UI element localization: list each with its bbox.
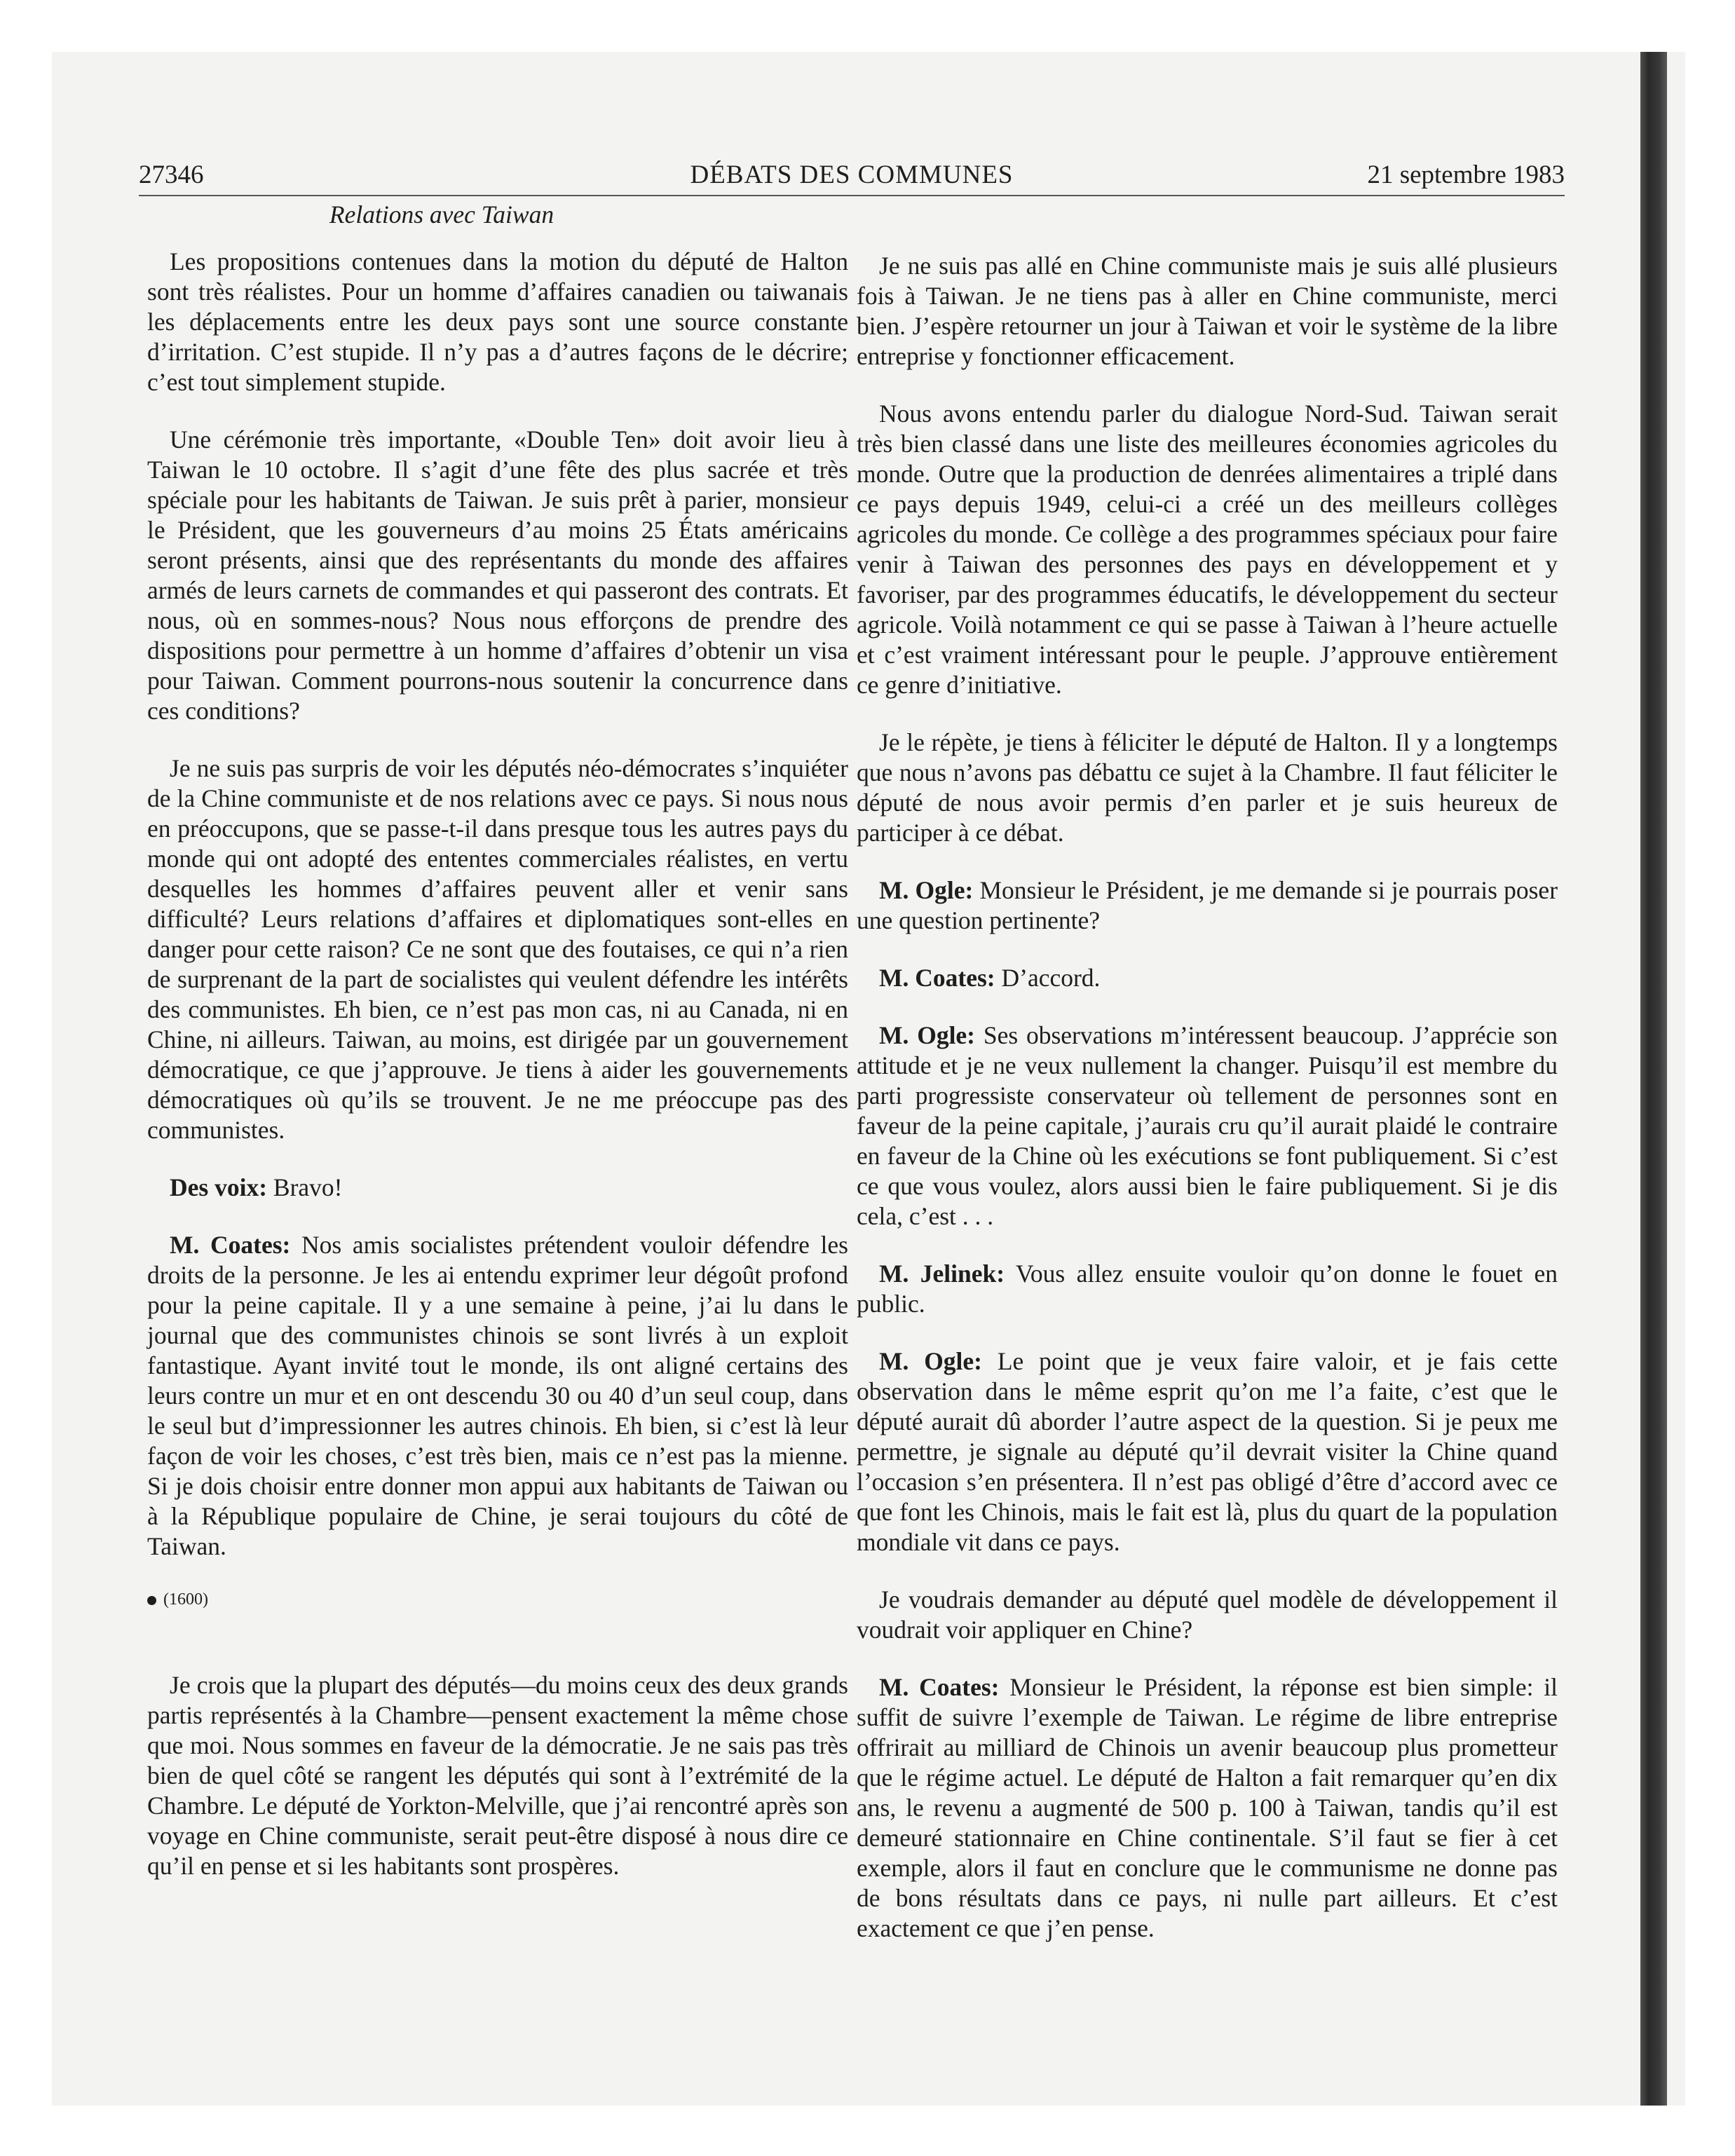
speech-text: Monsieur le Président, la réponse est bien simple: il suffit de suivre l’exemple de Taiwan. Le régime de libre entreprise offrirait au milliard de Chinois un avenir beaucoup plus prometteur que le régime actuel. Le député de Halton a fait remarquer qu’en dix ans, le revenu a augmenté de 500 p. 100 à Taiwan, tandis qu’il est demeuré stationnaire en Chine continentale. S’il faut se fier à cet exemple, alors il faut en conclure que le communisme ne donne pas de bons résultats dans ce pays, ni nulle part ailleurs. Et c’est exactement ce que j’en pense. xyxy=(857,1673,1558,1942)
speech-text: Ses observations m’intéressent beaucoup. J’apprécie son attitude et je ne veux nullement la changer. Puisqu’il est membre du parti progressiste conservateur où tellement de personnes sont en faveur de la peine capitale, j’aurais cru qu’il aurait plaidé le contraire en faveur de la Chine où les exécutions se font publiquement. Si c’est ce que vous voulez, alors aussi bien le faire publiquement. Si je dis cela, c’est . . . xyxy=(857,1021,1558,1230)
publication-title: DÉBATS DES COMMUNES xyxy=(690,161,1014,189)
publication-date: 21 septembre 1983 xyxy=(1367,161,1565,189)
page-number: 27346 xyxy=(139,161,204,189)
speaker-name: M. Jelinek: xyxy=(879,1260,1005,1288)
section-title: Relations avec Taiwan xyxy=(329,200,554,228)
speech-text: Nos amis socialistes prétendent vouloir défendre les droits de la personne. Je les ai entendu exprimer leur dégoût profond pour la peine capitale. Il y a une semaine à peine, j’ai lu dans le journal que des communistes chinois se sont livrés à un exploit fantastique. Ayant invité tout le monde, ils ont aligné certains des leurs contre un mur et en ont descendu 30 ou 40 d’un seul coup, dans le seul but d’impressionner les autres chinois. Eh bien, si c’est là leur façon de voir les choses, c’est très bien, mais ce n’est pas la mienne. Si je dois choisir entre donner mon appui aux habitants de Taiwan ou à la République populaire de Chine, je serai toujours du côté de Taiwan. xyxy=(147,1231,848,1560)
speaker-name: M. Coates: xyxy=(170,1231,291,1259)
time-marker-text: (1600) xyxy=(163,1590,208,1609)
speech-paragraph xyxy=(857,963,1558,993)
speaker-name: M. Coates: xyxy=(879,964,995,992)
speech-paragraph xyxy=(857,1259,1558,1319)
paragraph: Je voudrais demander au député quel modèle de développement il voudrait voir appliquer en Chine? xyxy=(857,1585,1558,1644)
speech-paragraph xyxy=(857,875,1558,936)
speech-text: D’accord. xyxy=(1001,964,1101,992)
bullet-icon xyxy=(147,1596,156,1605)
speaker-name: Des voix: xyxy=(170,1173,268,1201)
speech-paragraph xyxy=(147,1173,848,1203)
speech-text: Vous allez ensuite vouloir qu’on donne le fouet en public. xyxy=(857,1260,1558,1318)
paragraph: Les propositions contenues dans la motion du député de Halton sont très réalistes. Pour un homme d’affaires canadien ou taiwanais les déplacements entre les deux pays sont une source constante d’irritation. C’est stupide. Il n’y pas a d’autres façons de le décrire; c’est tout simplement stupide. xyxy=(147,247,848,396)
speech-paragraph xyxy=(147,1230,848,1562)
paragraph: Je ne suis pas surpris de voir les députés néo-démocrates s’inquiéter de la Chine communiste et de nos relations avec ce pays. Si nous nous en préoccupons, que se passe-t-il dans presque tous les autres pays du monde qui ont adopté des ententes commerciales réalistes, en vertu desquelles les hommes d’affaires peuvent aller et venir sans difficulté? Leurs relations d’affaires et diplomatiques sont-elles en danger pour cette raison? Ce ne sont que des foutaises, ce qui n’a rien de surprenant de la part de socialistes qui veulent défendre les intérêts des communistes. Eh bien, ce n’est pas mon cas, ni au Canada, ni en Chine, ni ailleurs. Taiwan, au moins, est dirigée par un gouvernement démocratique, ce que j’approuve. Je tiens à aider les gouvernements démocratiques où qu’ils se trouvent. Je ne me préoccupe pas des communistes. xyxy=(147,754,848,1144)
left-column xyxy=(147,200,848,1909)
paragraph: Je ne suis pas allé en Chine communiste mais je suis allé plusieurs fois à Taiwan. Je ne tiens pas à aller en Chine communiste, merci bien. J’espère retourner un jour à Taiwan et voir le système de la libre entreprise y fonctionner efficacement. xyxy=(857,252,1558,370)
paragraph: Une cérémonie très importante, «Double Ten» doit avoir lieu à Taiwan le 10 octobre. Il s’agit d’une fête des plus sacrée et très spéciale pour les habitants de Taiwan. Je suis prêt à parier, monsieur le Président, que les gouverneurs d’au moins 25 États américains seront présents, ainsi que des représentants du monde des affaires armés de leurs carnets de commandes et qui passeront des contrats. Et nous, où en sommes-nous? Nous nous efforçons de prendre des dispositions pour permettre à un homme d’affaires d’obtenir un visa pour Taiwan. Comment pourrons-nous soutenir la concurrence dans ces conditions? xyxy=(147,425,848,725)
binding-edge xyxy=(1640,52,1667,2106)
speech-paragraph xyxy=(857,1672,1558,1944)
speech-text: Le point que je veux faire valoir, et je fais cette observation dans le même esprit qu’on me l’a faite, c’est que le député aurait dû aborder l’autre aspect de la question. Si je peux me permettre, je signale au député qu’il devrait visiter la Chine quand l’occasion s’en présentera. Il n’est pas obligé d’être d’accord avec ce que font les Chinois, mais le fait est là, plus du quart de la population mondiale vit dans ce pays. xyxy=(857,1347,1558,1556)
speech-text: Monsieur le Président, je me demande si je pourrais poser une question pertinente? xyxy=(857,876,1558,934)
paragraph: Je le répète, je tiens à féliciter le député de Halton. Il y a longtemps que nous n’avons pas débattu ce sujet à la Chambre. Il faut féliciter le député de nous avoir permis d’en parler et je suis heureux de participer à ce débat. xyxy=(857,728,1558,847)
paragraph: Je crois que la plupart des députés—du moins ceux des deux grands partis représentés à la Chambre—pensent exactement la même chose que moi. Nous sommes en faveur de la démocratie. Je ne sais pas très bien de quel côté se rangent les députés qui sont à l’extrémité de la Chambre. Le député de Yorkton-Melville, que j’ai rencontré après son voyage en Chine communiste, serait peut-être disposé à nous dire ce qu’il en pense et si les habitants sont prospères. xyxy=(147,1671,848,1880)
speaker-name: M. Ogle: xyxy=(879,876,974,904)
time-marker xyxy=(147,1589,848,1610)
right-column xyxy=(857,251,1558,1971)
page-header xyxy=(139,160,1565,196)
speaker-name: M. Coates: xyxy=(879,1673,1000,1701)
speaker-name: M. Ogle: xyxy=(879,1021,976,1049)
speech-text: Bravo! xyxy=(273,1173,343,1201)
speech-paragraph xyxy=(857,1346,1558,1557)
speech-paragraph xyxy=(857,1021,1558,1231)
paragraph: Nous avons entendu parler du dialogue Nord-Sud. Taiwan serait très bien classé dans une liste des meilleures économies agricoles du monde. Outre que la production de denrées alimentaires a triplé dans ce pays depuis 1949, celui-ci a créé un des meilleurs collèges agricoles du monde. Ce collège a des programmes spéciaux pour faire venir à Taiwan des personnes des pays en développement et y favoriser, par des programmes éducatifs, le développement du secteur agricole. Voilà notamment ce qui se passe à Taiwan à l’heure actuelle et c’est vraiment intéressant pour le peuple. J’approuve entièrement ce genre d’initiative. xyxy=(857,400,1558,699)
speaker-name: M. Ogle: xyxy=(879,1347,982,1375)
